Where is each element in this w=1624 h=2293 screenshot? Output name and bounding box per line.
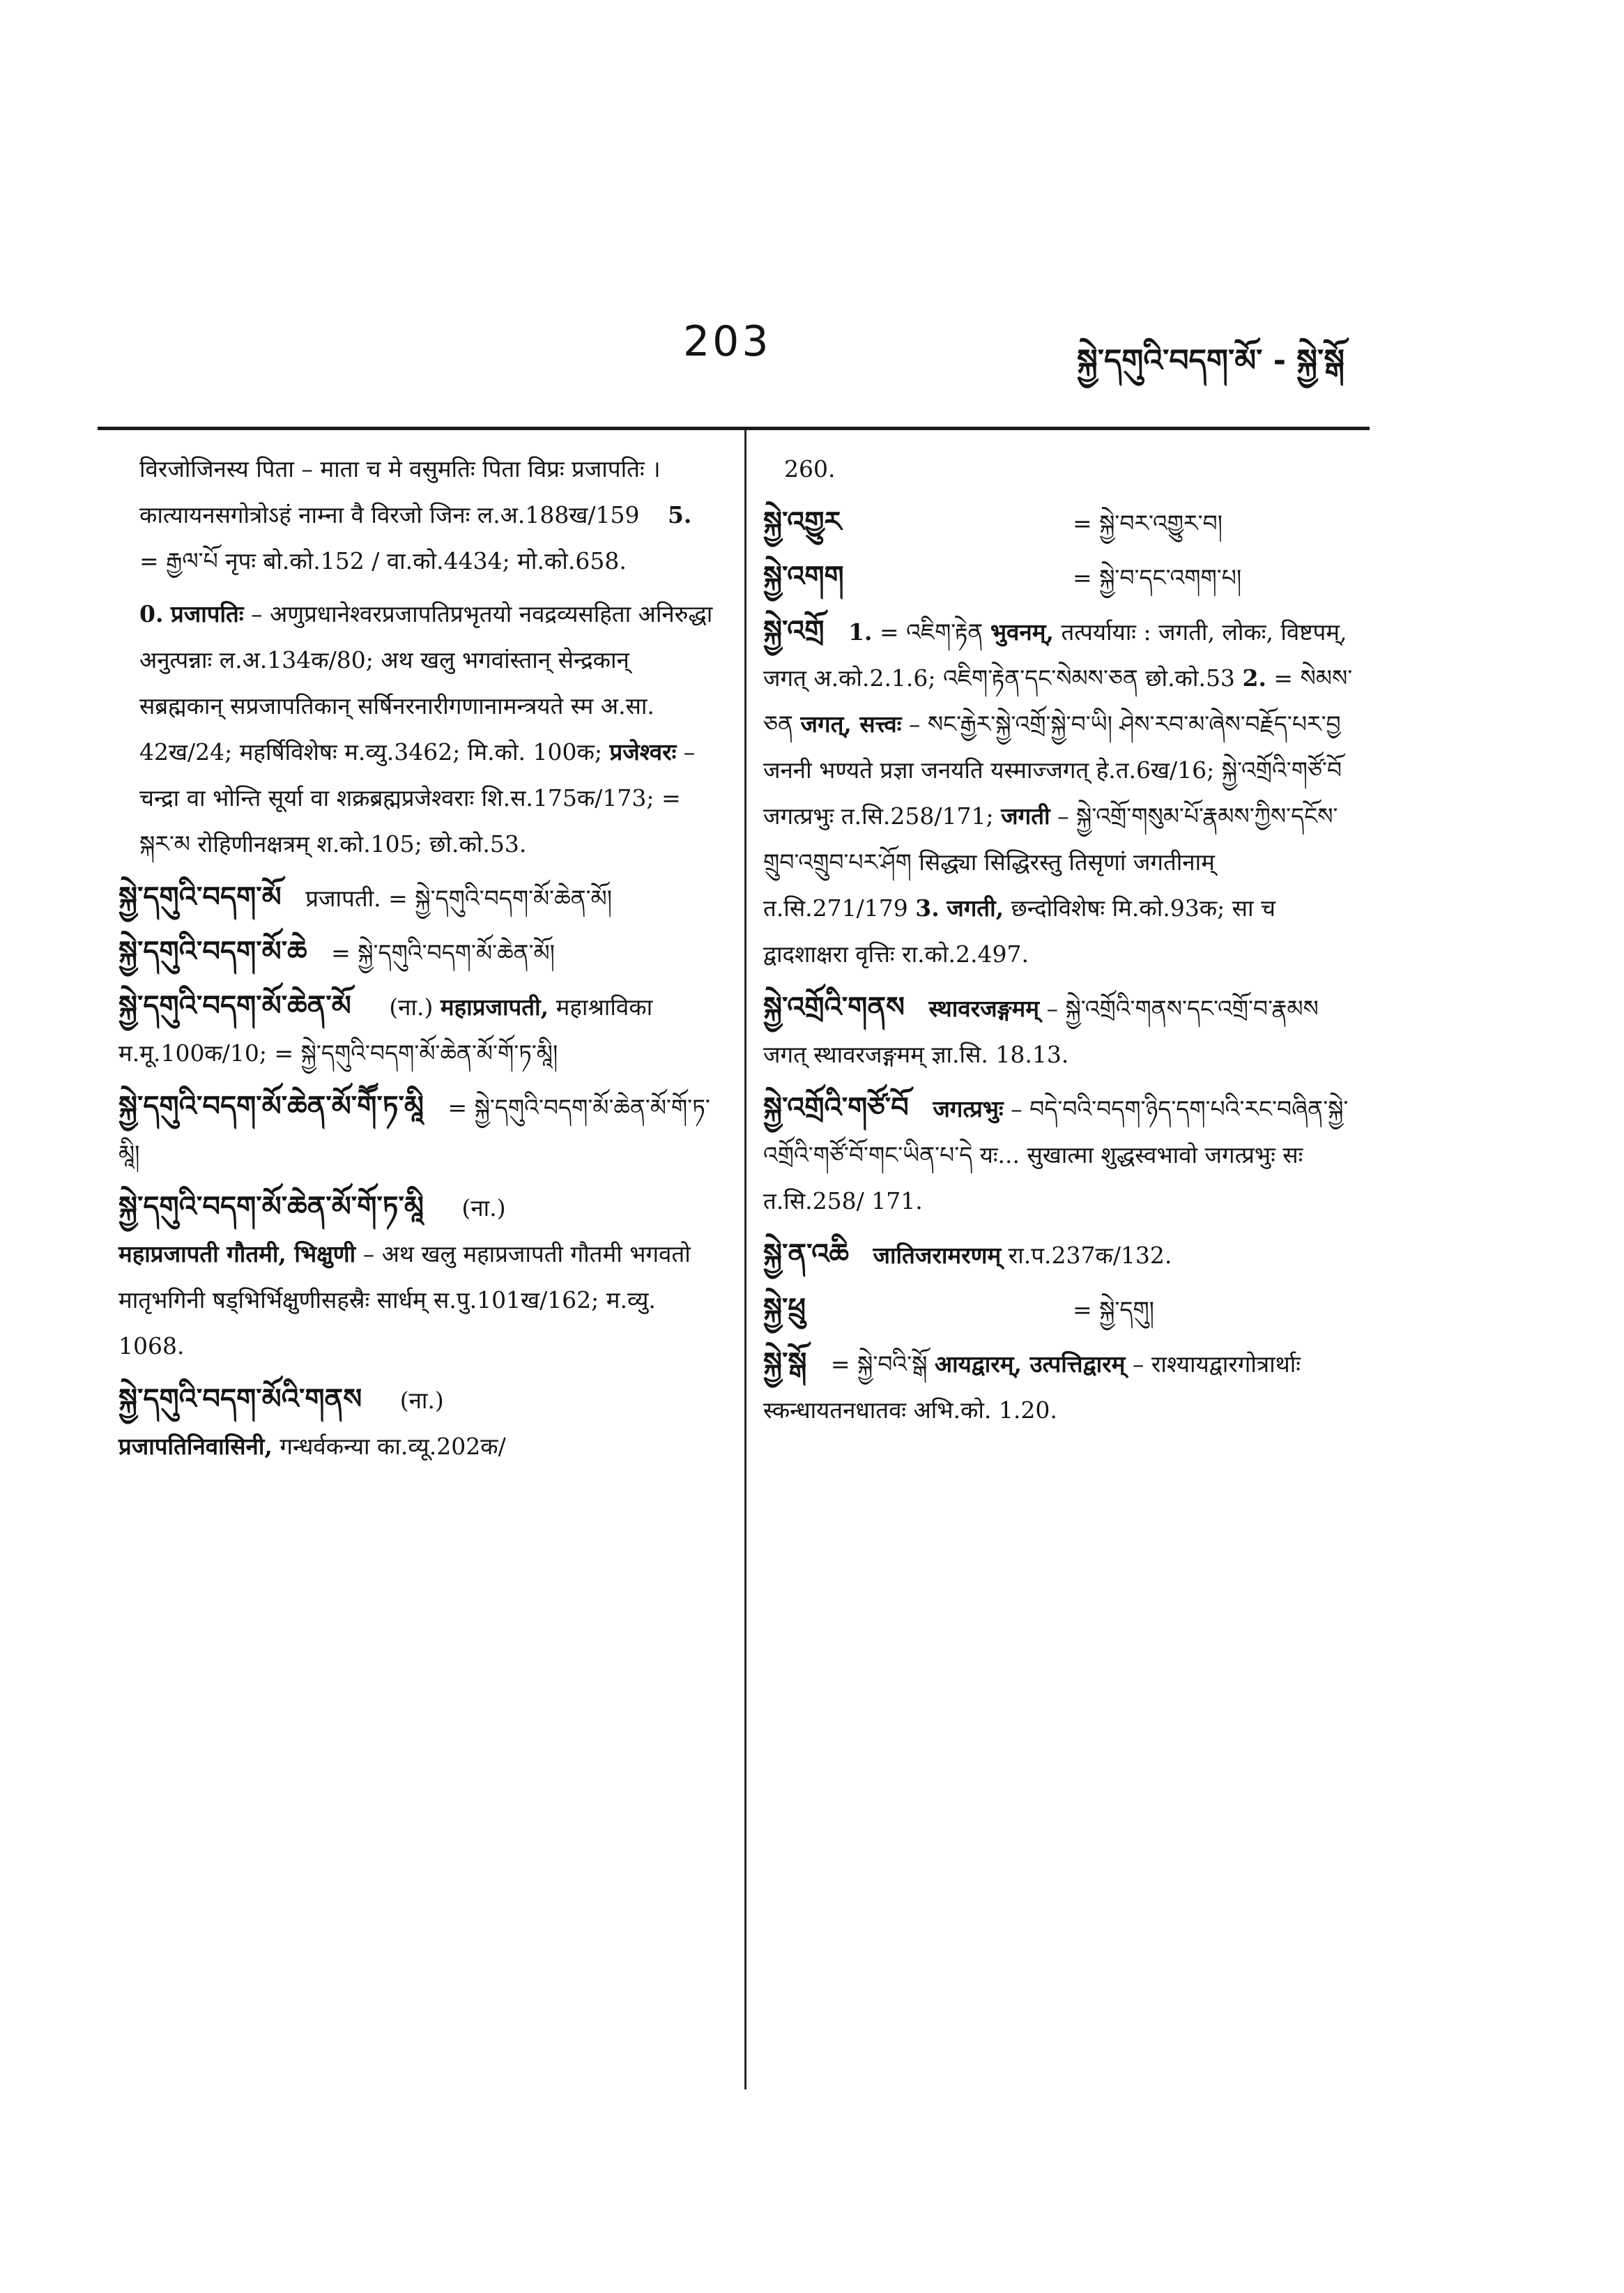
sense-number: 1. — [848, 618, 873, 646]
gloss: प्रजापतिनिवासिनी, — [118, 1433, 273, 1460]
headword: སྐྱེ་དགུའི་བདག་མོ་ཆེན་མོ — [118, 990, 351, 1022]
tibetan-text: སྐྱེ་འགྲོའི་གཙོ་བོ — [1221, 756, 1342, 784]
entry-text: छन्दोविशेषः मि.को.93क; सा च द्वादशाक्षरा वृत्तिः रा.को.2.497. — [763, 894, 1276, 968]
tibetan-text: = སེམས་ཅན — [763, 664, 1353, 738]
headword: སྐྱེ་སྒོ — [763, 1347, 807, 1379]
dictionary-entry — [118, 1376, 718, 1470]
headword: སྐྱེ་དགུའི་བདག་མོ — [118, 881, 282, 913]
entry-text: यः... सुखात्मा शुद्धस्वभावो जगत्प्रभुः सः त.सि.258/ 171. — [763, 1141, 1303, 1214]
tibetan-text: འཇིག་རྟེན་དང་སེམས་ཅན — [943, 664, 1138, 692]
entry-text: सिद्ध्या सिद्धिरस्तु तिसृणां जगतीनाम् त.सि.271/179 — [763, 848, 1215, 922]
gloss: स्थावरजङ्गमम् — [928, 995, 1039, 1022]
tibetan-text: = འཇིག་རྟེན — [880, 618, 983, 646]
cross-reference: = སྐྱེ་དགུའི་བདག་མོ་ཆེན་མོ། — [331, 939, 555, 966]
dictionary-entry — [763, 1085, 1363, 1224]
entry-continuation — [118, 446, 718, 584]
gloss: जातिजरामरणम् — [873, 1242, 1002, 1269]
entry-text: महाश्राविका म.मू.100क/10; — [118, 993, 653, 1067]
cross-reference: = སྐྱེ་དགུའི་བདག་མོ་ཆེན་མོ། — [388, 885, 613, 912]
dictionary-entry — [118, 983, 718, 1076]
sense-number: 3. — [915, 894, 940, 922]
cross-reference: = སྐྱེ་དགུ། — [1073, 1296, 1155, 1323]
dictionary-entry — [763, 1340, 1363, 1433]
tibetan-text: = རྒྱལ་པོ — [139, 547, 218, 574]
entry-text: गन्धर्वकन्या का.व्यू.202क/ — [279, 1433, 506, 1460]
gloss: प्रजापती. — [305, 885, 381, 912]
entry-text: छो.को.53 — [1145, 664, 1235, 692]
headword: སྐྱེ་འགག — [763, 561, 844, 593]
sense-number: 2. — [1242, 664, 1266, 692]
dictionary-entry — [763, 984, 1363, 1078]
page-number: 203 — [683, 317, 772, 366]
pos-tag: (ना.) — [399, 1387, 444, 1414]
dictionary-entry — [763, 554, 1363, 601]
headword: སྐྱེ་འགྲོའི་གཙོ་བོ — [763, 1092, 909, 1124]
entry-text: – चन्द्रा वा भोन्ति सूर्या वा शक्रब्रह्मप्रजेश्वराः शि.स.175क/173; — [139, 738, 696, 812]
column-divider — [744, 430, 746, 2089]
tibetan-text: – སང་རྒྱེར་སྐྱེ་འགྲོ་སྐྱེ་བ་ཡི། ཤེས་རབ་མ་ཞེས་བརྗོད་པར་བྱ — [908, 710, 1341, 738]
entry-text: जननी भण्यते प्रज्ञा जनयति यस्माज्जगत् हे.त.6ख/16; — [763, 756, 1215, 784]
gloss: जगती, — [947, 894, 1004, 922]
pos-tag: (ना.) — [389, 993, 434, 1021]
sense-number: 0. — [139, 600, 164, 627]
dictionary-entry — [763, 499, 1363, 547]
header-rule — [98, 427, 1370, 430]
gloss: जगती — [1001, 802, 1050, 830]
gloss: महाप्रजापती गौतमी, भिक्षुणी — [118, 1240, 356, 1267]
gloss: आयद्वारम्, उत्पत्तिद्वारम् — [934, 1350, 1126, 1378]
gloss: प्रजापतिः — [170, 600, 244, 627]
headword: སྐྱེ་དགུའི་བདག་མོ་ཆེ — [118, 936, 307, 968]
gloss: प्रजेश्वरः — [609, 738, 677, 765]
entry-text: विरजोजिनस्य पिता – माता च मे वसुमतिः पिता विप्रः प्रजापतिः । कात्यायनसगोत्रोऽहं नाम्ना वै विरजो जिनः ल.अ.188ख/159 — [139, 455, 661, 528]
gloss: जगत्प्रभुः — [933, 1095, 1004, 1122]
tibetan-text: – སྐྱེ་འགྲོ་གསུམ་པོ་རྣམས་ཀྱིས་དངོས་གྲུབ་འགྲུབ་པར་ཤོག — [763, 802, 1338, 876]
dictionary-entry — [763, 1231, 1363, 1279]
cross-reference: = སྐྱེ་དགུའི་བདག་མོ་ཆེན་མོ་གོ་ཏ་མཱི། — [274, 1039, 558, 1067]
dictionary-entry — [763, 1286, 1363, 1333]
tibetan-text: = སྐར་མ — [139, 784, 681, 858]
running-head: སྐྱེ་དགུའི་བདག་མོ་ - སྐྱེ་སྒོ — [1077, 343, 1345, 379]
pos-tag: (ना.) — [461, 1194, 506, 1221]
dictionary-entry — [118, 1083, 718, 1177]
cross-reference: = སྐྱེ་བ་དང་འགག་པ། — [1073, 564, 1242, 591]
gloss: जगत्, सत्त्वः — [800, 710, 902, 738]
right-column — [763, 446, 1363, 1440]
headword: སྐྱེ་དགུའི་བདག་མོ་ཆེན་མོ་གཽ་ཏ་མཱི — [118, 1090, 424, 1122]
dictionary-entry — [118, 929, 718, 976]
entry-text: – राश्यायद्वारगोत्रार्थाः स्कन्धायतनधातवः अभि.को. 1.20. — [763, 1350, 1301, 1424]
dictionary-entry — [118, 1184, 718, 1369]
left-column — [118, 446, 718, 1477]
entry-text: 260. — [784, 455, 836, 482]
gloss: भुवनम्, — [990, 618, 1054, 646]
headword: སྐྱེ་དགུའི་བདག་མོའི་གནས — [118, 1383, 362, 1415]
entry-text: रोहिणीनक्षत्रम् श.को.105; छो.को.53. — [197, 830, 527, 858]
entry-text: जगत् स्थावरजङ्गमम् ज्ञा.सि. 18.13. — [763, 1041, 1069, 1068]
dictionary-entry — [118, 874, 718, 922]
entry-continuation — [763, 446, 1363, 492]
entry-text: रा.प.237क/132. — [1008, 1242, 1172, 1269]
entry-text: – अथ खलु महाप्रजापती गौतमी भगवतो मातृभगिनी षड्भिर्भिक्षुणीसहस्रैः सार्धम् स.पु.101ख/162; म.व्यु. 1068. — [118, 1240, 691, 1359]
tibetan-text: – སྐྱེ་འགྲོའི་གནས་དང་འགྲོ་བ་རྣམས — [1046, 995, 1319, 1022]
dictionary-entry — [763, 608, 1363, 977]
cross-reference: = སྐྱེ་དགུའི་བདག་མོ་ཆེན་མོ་གོ་ཏ་མཱི། — [118, 1094, 710, 1167]
entry-text: तत्पर्यायाः : जगती, लोकः, विष्टपम्, जगत् अ.को.2.1.6; — [763, 618, 1347, 692]
tibetan-text: – བདེ་བའི་བདག་ཉིད་དག་པའི་རང་བཞིན་སྐྱེ་འགྲོའི་གཙོ་བོ་གང་ཡིན་པ་དེ — [763, 1095, 1349, 1168]
headword: སྐྱེ་ན་འཆི — [763, 1238, 849, 1270]
entry-text: नृपः बो.को.152 / वा.को.4434; मो.को.658. — [225, 547, 627, 574]
gloss: महाप्रजापती, — [440, 993, 549, 1021]
tibetan-text: = སྐྱེ་བའི་སྒོ — [830, 1350, 928, 1378]
headword: སྐྱེ་འགྱུར — [763, 506, 842, 538]
entry-prajapati — [118, 591, 718, 867]
sense-number: 5. — [667, 501, 692, 528]
cross-reference: = སྐྱེ་བར་འགྱུར་བ། — [1073, 510, 1223, 537]
headword: སྐྱེ་འགྲོའི་གནས — [763, 991, 905, 1023]
headword: སྐྱེ་དགུའི་བདག་མོ་ཆེན་མོ་གོ་ཏ་མཱི — [118, 1191, 424, 1223]
headword: སྐྱེ་འགྲོ — [763, 615, 825, 647]
entry-text: जगत्प्रभुः त.सि.258/171; — [763, 802, 994, 830]
headword: སྐྱེ་ཕྲུ — [763, 1293, 806, 1325]
entry-text: – अणुप्रधानेश्वरप्रजापतिप्रभृतयो नवद्रव्यसहिता अनिरुद्धा अनुत्पन्नाः ल.अ.134क/80; अथ खलु भगवांस्तान् सेन्द्रकान् सब्रह्मकान् सप्रजापतिकान् सर्षिनरनारीगणानामन्त्रयते स्म अ.सा. 42ख/24; महर्षिविशेषः म.व्यु.3462; मि.को. 100क; — [139, 600, 713, 765]
